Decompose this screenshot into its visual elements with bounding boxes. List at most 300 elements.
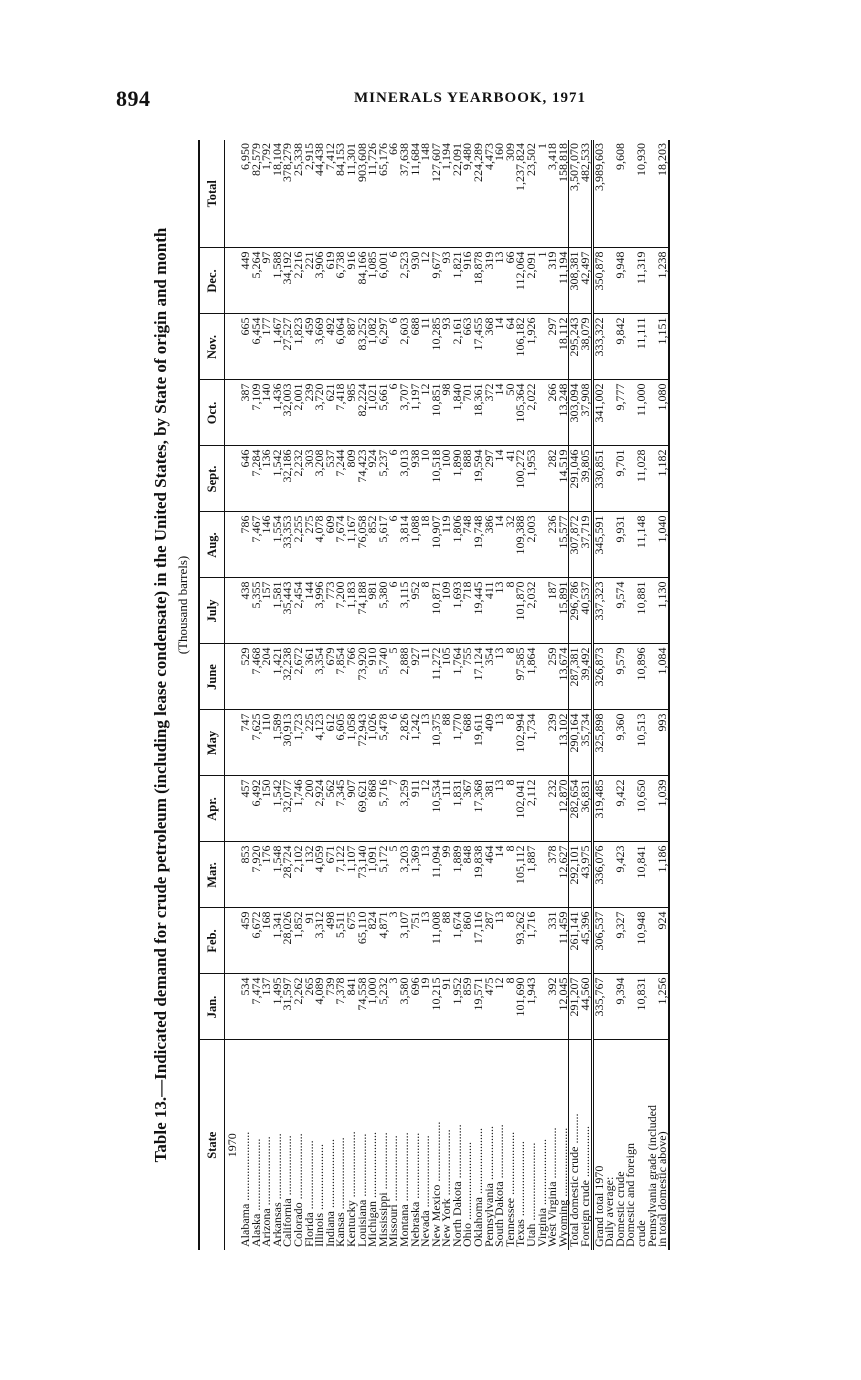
- cell-value: 14: [494, 380, 505, 446]
- cell-value: 1,040: [657, 512, 669, 578]
- table-row: [251, 140, 262, 1250]
- cell-value: 119: [441, 512, 452, 578]
- cell-value: 291,207: [569, 974, 580, 1040]
- row-label: Kentucky ......................: [343, 1131, 358, 1247]
- cell-value: 1,770: [452, 710, 463, 776]
- cell-value: 7,474: [251, 974, 262, 1040]
- cell-value: 32,077: [282, 776, 293, 842]
- cell-value: 766: [346, 644, 357, 710]
- cell-value: 3,669: [314, 314, 325, 380]
- cell-value: 33,353: [282, 512, 293, 578]
- cell-value: 534: [240, 974, 251, 1040]
- cell-value: 1,167: [346, 512, 357, 578]
- cell-value: 1,806: [452, 512, 463, 578]
- cell-value: 2,603: [399, 314, 410, 380]
- cell-value: 19,838: [473, 842, 484, 908]
- cell-value: 7,418: [335, 380, 346, 446]
- cell-value: 37,908: [580, 380, 592, 446]
- cell-value: 82,579: [251, 140, 262, 248]
- cell-value: 10,375: [431, 710, 442, 776]
- cell-value: 176: [261, 842, 272, 908]
- cell-value: 9,394: [615, 974, 626, 1040]
- cell-value: 146: [261, 512, 272, 578]
- table-row: [367, 140, 378, 1250]
- table-row: [282, 140, 293, 1250]
- cell-value: 2,022: [526, 380, 537, 446]
- cell-value: 10,896: [636, 644, 647, 710]
- cell-value: 15,577: [558, 512, 569, 578]
- row-label: New York ......................: [439, 1129, 454, 1247]
- cell-value: 1,182: [657, 446, 669, 512]
- cell-value: 1,021: [367, 380, 378, 446]
- cell-value: 459: [304, 314, 315, 380]
- cell-value: 297: [484, 446, 495, 512]
- cell-value: 13: [494, 776, 505, 842]
- row-label: Louisiana .....................: [354, 1133, 369, 1247]
- cell-value: 74,188: [357, 578, 368, 644]
- cell-value: 18,878: [473, 248, 484, 314]
- cell-value: 4,473: [484, 140, 495, 248]
- column-header: June: [199, 644, 225, 710]
- cell-value: 3,418: [547, 140, 558, 248]
- cell-value: 378: [547, 842, 558, 908]
- cell-value: 19,748: [473, 512, 484, 578]
- row-label: Utah ..........................: [524, 1142, 539, 1247]
- cell-value: 158,818: [558, 140, 569, 248]
- table-row: [293, 140, 304, 1250]
- cell-value: 290,164: [569, 710, 580, 776]
- table-row: [441, 140, 452, 1250]
- table-row: [636, 140, 647, 1250]
- cell-value: 492: [325, 314, 336, 380]
- cell-value: 907: [346, 776, 357, 842]
- cell-value: 39,805: [580, 446, 592, 512]
- cell-value: 13: [420, 842, 431, 908]
- cell-value: 748: [462, 512, 473, 578]
- cell-value: 13,248: [558, 380, 569, 446]
- demand-table: [198, 140, 670, 1250]
- cell-value: 11: [420, 314, 431, 380]
- cell-value: 13: [420, 908, 431, 974]
- table-title: Table 13.—Indicated demand for crude petroleum (including lease condensate) in the United States, by State of origin and month: [151, 227, 170, 1163]
- cell-value: 8: [420, 578, 431, 644]
- table-row: [592, 140, 604, 1250]
- cell-value: 17,116: [473, 908, 484, 974]
- cell-value: 916: [462, 248, 473, 314]
- cell-value: 1,084: [657, 644, 669, 710]
- cell-value: 11,319: [636, 248, 647, 314]
- cell-value: 303,094: [569, 380, 580, 446]
- cell-value: 109,388: [515, 512, 526, 578]
- cell-value: 32: [505, 512, 516, 578]
- cell-value: 13: [494, 644, 505, 710]
- cell-value: 34,192: [282, 248, 293, 314]
- cell-value: 13: [494, 578, 505, 644]
- cell-value: 112,064: [515, 248, 526, 314]
- cell-value: 10,907: [431, 512, 442, 578]
- cell-value: 13,674: [558, 644, 569, 710]
- row-label: California ....................: [280, 1135, 295, 1247]
- cell-value: 12: [494, 974, 505, 1040]
- cell-value: 562: [325, 776, 336, 842]
- cell-value: 2,888: [399, 644, 410, 710]
- cell-value: 74,558: [357, 974, 368, 1040]
- cell-value: 381: [484, 776, 495, 842]
- cell-value: 37,719: [580, 512, 592, 578]
- table-row: [272, 140, 283, 1250]
- cell-value: 88: [441, 710, 452, 776]
- cell-value: 1,130: [657, 578, 669, 644]
- cell-value: 665: [240, 314, 251, 380]
- cell-value: 345,591: [592, 512, 604, 578]
- cell-value: 1,953: [526, 446, 537, 512]
- row-label: crude: [633, 1220, 648, 1247]
- cell-value: 31,597: [282, 974, 293, 1040]
- cell-value: 354: [484, 644, 495, 710]
- cell-value: 100: [441, 446, 452, 512]
- cell-value: 105,112: [515, 842, 526, 908]
- column-header: May: [199, 710, 225, 776]
- cell-value: 7,467: [251, 512, 262, 578]
- cell-value: 751: [410, 908, 421, 974]
- cell-value: 747: [240, 710, 251, 776]
- cell-value: 3,354: [314, 644, 325, 710]
- cell-value: 411: [484, 578, 495, 644]
- row-label: Oklahoma ......................: [471, 1128, 486, 1247]
- cell-value: 3: [388, 974, 399, 1040]
- table-row: [388, 140, 399, 1250]
- cell-value: 3,996: [314, 578, 325, 644]
- cell-value: 11,272: [431, 644, 442, 710]
- cell-value: 619: [325, 248, 336, 314]
- column-header-row: [199, 140, 225, 1250]
- column-header: Mar.: [199, 842, 225, 908]
- cell-value: 2,255: [293, 512, 304, 578]
- cell-value: 786: [240, 512, 251, 578]
- cell-value: 127,607: [431, 140, 442, 248]
- cell-value: 7,109: [251, 380, 262, 446]
- column-header: State: [199, 1040, 225, 1250]
- table-row: [625, 140, 636, 1250]
- cell-value: 44,438: [314, 140, 325, 248]
- cell-value: 17,455: [473, 314, 484, 380]
- cell-value: 8: [505, 974, 516, 1040]
- cell-value: 99: [441, 842, 452, 908]
- table-row: [558, 140, 569, 1250]
- cell-value: 148: [420, 140, 431, 248]
- cell-value: 7,920: [251, 842, 262, 908]
- cell-value: 66: [505, 248, 516, 314]
- cell-value: 5: [388, 842, 399, 908]
- cell-value: 3,312: [314, 908, 325, 974]
- cell-value: 221: [304, 248, 315, 314]
- cell-value: 259: [547, 644, 558, 710]
- cell-value: 8: [505, 710, 516, 776]
- cell-value: 350,878: [592, 248, 604, 314]
- cell-value: 9,579: [615, 644, 626, 710]
- cell-value: 1,091: [367, 842, 378, 908]
- cell-value: 23,502: [526, 140, 537, 248]
- table-row: [515, 140, 526, 1250]
- cell-value: 1,792: [261, 140, 272, 248]
- cell-value: 12,870: [558, 776, 569, 842]
- cell-value: 4,078: [314, 512, 325, 578]
- cell-value: 1,436: [272, 380, 283, 446]
- cell-value: 105: [441, 644, 452, 710]
- cell-value: 11,028: [636, 446, 647, 512]
- cell-value: 6: [388, 446, 399, 512]
- cell-value: 36,831: [580, 776, 592, 842]
- cell-value: 10: [420, 446, 431, 512]
- cell-value: 1,840: [452, 380, 463, 446]
- row-label: Mississippi ...................: [375, 1132, 390, 1247]
- cell-value: 10,841: [636, 842, 647, 908]
- cell-value: 91: [441, 974, 452, 1040]
- cell-value: 32,238: [282, 644, 293, 710]
- cell-value: 204: [261, 644, 272, 710]
- cell-value: 5,478: [378, 710, 389, 776]
- cell-value: 28,026: [282, 908, 293, 974]
- cell-value: 378,279: [282, 140, 293, 248]
- cell-value: 292,101: [569, 842, 580, 908]
- cell-value: 6,605: [335, 710, 346, 776]
- cell-value: 438: [240, 578, 251, 644]
- cell-value: 5,740: [378, 644, 389, 710]
- cell-value: 2,672: [293, 644, 304, 710]
- cell-value: 1,926: [526, 314, 537, 380]
- cell-value: 9,360: [615, 710, 626, 776]
- cell-value: 981: [367, 578, 378, 644]
- cell-value: 37,638: [399, 140, 410, 248]
- cell-value: 809: [346, 446, 357, 512]
- cell-value: 6: [388, 512, 399, 578]
- cell-value: 1,000: [367, 974, 378, 1040]
- cell-value: 266: [547, 380, 558, 446]
- cell-value: 14: [494, 446, 505, 512]
- cell-value: 297: [547, 314, 558, 380]
- table-row: [325, 140, 336, 1250]
- cell-value: 2,091: [526, 248, 537, 314]
- cell-value: 303: [304, 446, 315, 512]
- cell-value: 28,724: [282, 842, 293, 908]
- table-row: [537, 140, 548, 1250]
- table-row: [431, 140, 442, 1250]
- cell-value: 14,519: [558, 446, 569, 512]
- column-header: Oct.: [199, 380, 225, 446]
- cell-value: 44,560: [580, 974, 592, 1040]
- cell-value: 325,898: [592, 710, 604, 776]
- cell-value: 679: [325, 644, 336, 710]
- cell-value: 35,734: [580, 710, 592, 776]
- cell-value: 11,094: [431, 842, 442, 908]
- cell-value: 12: [420, 776, 431, 842]
- cell-value: 11,301: [346, 140, 357, 248]
- cell-value: 1,341: [272, 908, 283, 974]
- cell-value: 6: [388, 314, 399, 380]
- cell-value: 1,088: [410, 512, 421, 578]
- cell-value: 3,259: [399, 776, 410, 842]
- cell-value: 336,076: [592, 842, 604, 908]
- cell-value: 14: [494, 314, 505, 380]
- cell-value: 718: [462, 578, 473, 644]
- table-unit: (Thousand barrels): [175, 555, 190, 655]
- cell-value: 916: [346, 248, 357, 314]
- cell-value: 38,079: [580, 314, 592, 380]
- cell-value: 2,262: [293, 974, 304, 1040]
- row-label: Florida .......................: [301, 1140, 316, 1247]
- cell-value: 1,952: [452, 974, 463, 1040]
- running-title: MINERALS YEARBOOK, 1971: [354, 90, 587, 106]
- cell-value: 6,672: [251, 908, 262, 974]
- cell-value: 621: [325, 380, 336, 446]
- cell-value: 309: [505, 140, 516, 248]
- table-row: [505, 140, 516, 1250]
- cell-value: 335,767: [592, 974, 604, 1040]
- column-header: Total: [199, 140, 225, 248]
- cell-value: 19,611: [473, 710, 484, 776]
- cell-value: 9,777: [615, 380, 626, 446]
- cell-value: 449: [240, 248, 251, 314]
- cell-value: 387: [240, 380, 251, 446]
- cell-value: 14: [494, 842, 505, 908]
- cell-value: 337,323: [592, 578, 604, 644]
- cell-value: 83,252: [357, 314, 368, 380]
- cell-value: 5,355: [251, 578, 262, 644]
- cell-value: 887: [346, 314, 357, 380]
- cell-value: 43,975: [580, 842, 592, 908]
- cell-value: 868: [367, 776, 378, 842]
- cell-value: 17,368: [473, 776, 484, 842]
- cell-value: 93,262: [515, 908, 526, 974]
- cell-value: 1,542: [272, 446, 283, 512]
- cell-value: 6,950: [240, 140, 251, 248]
- cell-value: 1,554: [272, 512, 283, 578]
- cell-value: 331: [547, 908, 558, 974]
- cell-value: 859: [462, 974, 473, 1040]
- cell-value: 65,110: [357, 908, 368, 974]
- cell-value: 19,445: [473, 578, 484, 644]
- cell-value: 2,003: [526, 512, 537, 578]
- cell-value: 296,786: [569, 578, 580, 644]
- cell-value: 330,851: [592, 446, 604, 512]
- cell-value: 8: [505, 842, 516, 908]
- rotated-table-block: [148, 140, 740, 1250]
- cell-value: 1,237,824: [515, 140, 526, 248]
- row-label: Missouri ......................: [386, 1135, 401, 1247]
- cell-value: 9,842: [615, 314, 626, 380]
- cell-value: 1,369: [410, 842, 421, 908]
- table-row: [410, 140, 421, 1250]
- cell-value: 367: [462, 776, 473, 842]
- cell-value: 3: [388, 908, 399, 974]
- cell-value: 35,443: [282, 578, 293, 644]
- cell-value: 1,852: [293, 908, 304, 974]
- cell-value: 282: [547, 446, 558, 512]
- cell-value: 852: [367, 512, 378, 578]
- cell-value: 1,058: [346, 710, 357, 776]
- table-row: [240, 140, 251, 1250]
- cell-value: 6,064: [335, 314, 346, 380]
- table-body: [225, 140, 669, 1250]
- row-label: Nevada ........................: [418, 1135, 433, 1247]
- cell-value: 239: [304, 380, 315, 446]
- cell-value: 2,032: [526, 578, 537, 644]
- cell-value: 225: [304, 710, 315, 776]
- cell-value: 275: [304, 512, 315, 578]
- cell-value: 1,085: [367, 248, 378, 314]
- cell-value: 93: [441, 314, 452, 380]
- cell-value: 18,112: [558, 314, 569, 380]
- cell-value: 860: [462, 908, 473, 974]
- cell-value: 73,140: [357, 842, 368, 908]
- cell-value: 9,423: [615, 842, 626, 908]
- cell-value: 612: [325, 710, 336, 776]
- column-header: Jan.: [199, 974, 225, 1040]
- cell-value: 5,661: [378, 380, 389, 446]
- cell-value: 671: [325, 842, 336, 908]
- cell-value: 32,186: [282, 446, 293, 512]
- cell-value: 1,693: [452, 578, 463, 644]
- cell-value: 10,948: [636, 908, 647, 974]
- cell-value: 30,913: [282, 710, 293, 776]
- cell-value: 537: [325, 446, 336, 512]
- cell-value: 10,881: [636, 578, 647, 644]
- table-row: [569, 140, 580, 1250]
- row-label: in total domestic above): [657, 1040, 669, 1250]
- cell-value: 1,542: [272, 776, 283, 842]
- table-row: [494, 140, 505, 1250]
- cell-value: 287: [484, 908, 495, 974]
- cell-value: 14: [494, 512, 505, 578]
- cell-value: 1,674: [452, 908, 463, 974]
- cell-value: 1,238: [657, 248, 669, 314]
- cell-value: 73,920: [357, 644, 368, 710]
- cell-value: 1,890: [452, 446, 463, 512]
- cell-value: 6,738: [335, 248, 346, 314]
- cell-value: 32,003: [282, 380, 293, 446]
- cell-value: 8: [505, 776, 516, 842]
- cell-value: 41: [505, 446, 516, 512]
- cell-value: 88: [441, 908, 452, 974]
- cell-value: 19: [420, 974, 431, 1040]
- cell-value: 100,272: [515, 446, 526, 512]
- cell-value: 45,396: [580, 908, 592, 974]
- cell-value: 9,327: [615, 908, 626, 974]
- cell-value: 5,237: [378, 446, 389, 512]
- cell-value: 675: [346, 908, 357, 974]
- cell-value: 319: [484, 248, 495, 314]
- cell-value: 319: [547, 248, 558, 314]
- cell-value: 11,000: [636, 380, 647, 446]
- cell-value: 3,115: [399, 578, 410, 644]
- cell-value: 2,915: [304, 140, 315, 248]
- row-label: Arizona .......................: [259, 1136, 274, 1247]
- cell-value: 459: [240, 908, 251, 974]
- column-header: Apr.: [199, 776, 225, 842]
- cell-value: 3,507,070: [569, 140, 580, 248]
- cell-value: 5,232: [378, 974, 389, 1040]
- cell-value: 773: [325, 578, 336, 644]
- cell-value: 853: [240, 842, 251, 908]
- table-row: [462, 140, 473, 1250]
- cell-value: 482,533: [580, 140, 592, 248]
- cell-value: 306,537: [592, 908, 604, 974]
- cell-value: 168: [261, 908, 272, 974]
- cell-value: 3,720: [314, 380, 325, 446]
- cell-value: 157: [261, 578, 272, 644]
- cell-value: 13: [420, 710, 431, 776]
- cell-value: 239: [547, 710, 558, 776]
